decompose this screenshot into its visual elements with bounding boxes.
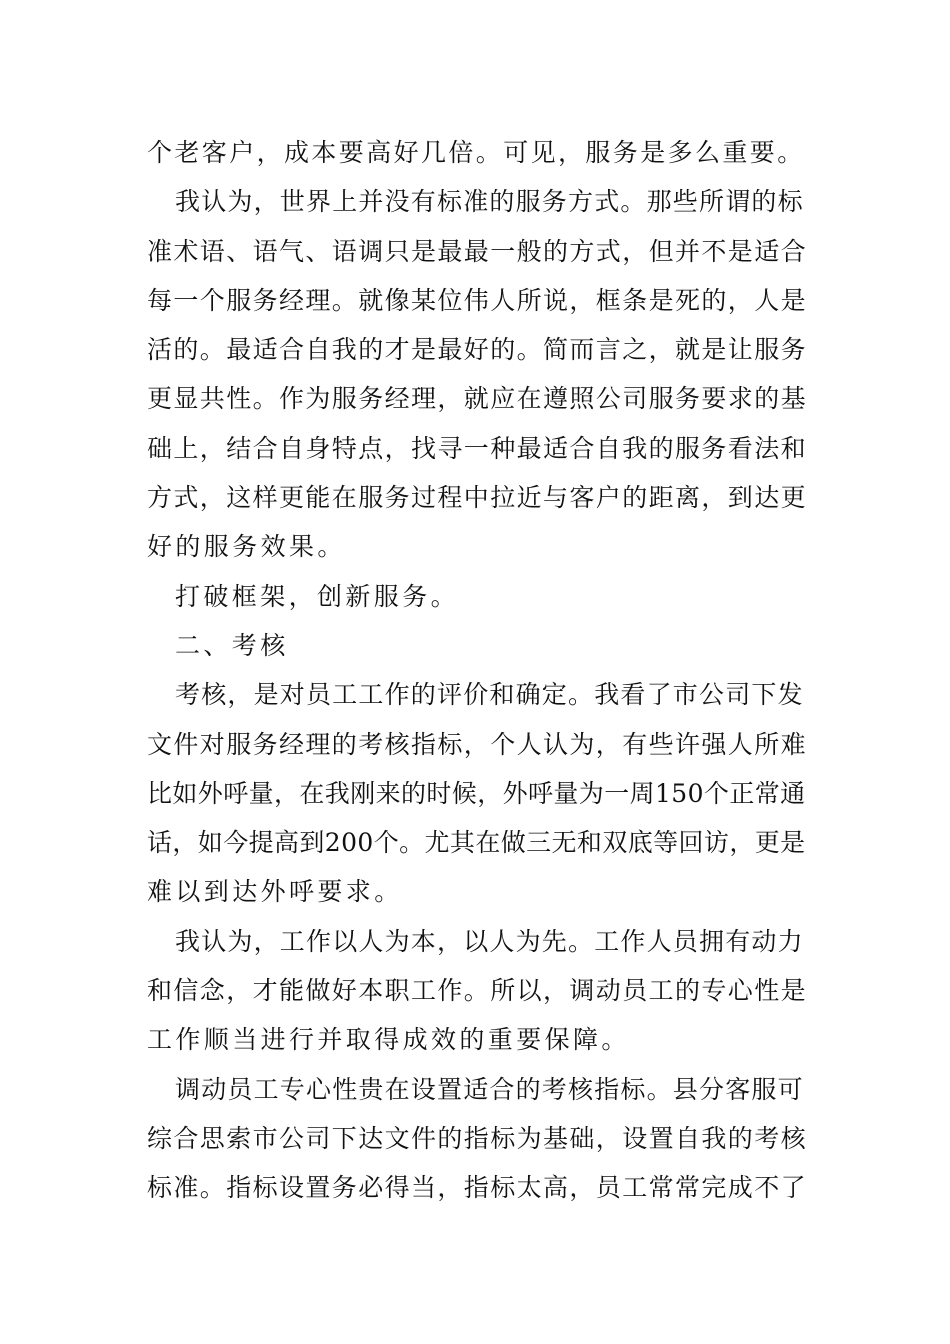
text-line: 难以到达外呼要求。 <box>147 877 403 907</box>
text-line: 文件对服务经理的考核指标，个人认为，有些许强人所难 <box>147 729 808 759</box>
document-body <box>147 128 807 1213</box>
text-line: 每一个服务经理。就像某位伟人所说，框条是死的，人是 <box>147 285 808 315</box>
text-line: 调动员工专心性贵在设置适合的考核指标。县分客服可 <box>175 1074 804 1104</box>
text-line: 和信念，才能做好本职工作。所以，调动员工的专心性是 <box>147 976 808 1006</box>
text-line: 综合思索市公司下达文件的指标为基础，设置自我的考核 <box>147 1123 808 1153</box>
text-line: 考核，是对员工工作的评价和确定。我看了市公司下发 <box>175 680 804 710</box>
text-line: 比如外呼量，在我刚来的时候，外呼量为一周150个正常通 <box>147 778 806 808</box>
text-line: 我认为，工作以人为本，以人为先。工作人员拥有动力 <box>175 926 804 956</box>
text-line: 好的服务效果。 <box>147 532 346 562</box>
text-line: 我认为，世界上并没有标准的服务方式。那些所谓的标 <box>175 187 804 217</box>
text-line: 个老客户，成本要高好几倍。可见，服务是多么重要。 <box>147 138 805 167</box>
text-line: 准术语、语气、语调只是最最一般的方式，但并不是适合 <box>147 236 808 266</box>
text-line: 工作顺当进行并取得成效的重要保障。 <box>147 1025 630 1055</box>
section-heading: 二、考核 <box>175 630 289 660</box>
text-line: 话，如今提高到200个。尤其在做三无和双底等回访，更是 <box>147 828 806 858</box>
text-line: 打破框架，创新服务。 <box>175 581 460 611</box>
text-line: 标准。指标设置务必得当，指标太高，员工常常完成不了 <box>147 1173 808 1203</box>
text-line: 更显共性。作为服务经理，就应在遵照公司服务要求的基 <box>147 384 808 414</box>
text-line: 方式，这样更能在服务过程中拉近与客户的距离，到达更 <box>147 483 808 513</box>
text-line: 础上，结合自身特点，找寻一种最适合自我的服务看法和 <box>147 433 808 463</box>
text-line: 活的。最适合自我的才是最好的。简而言之，就是让服务 <box>147 335 808 365</box>
